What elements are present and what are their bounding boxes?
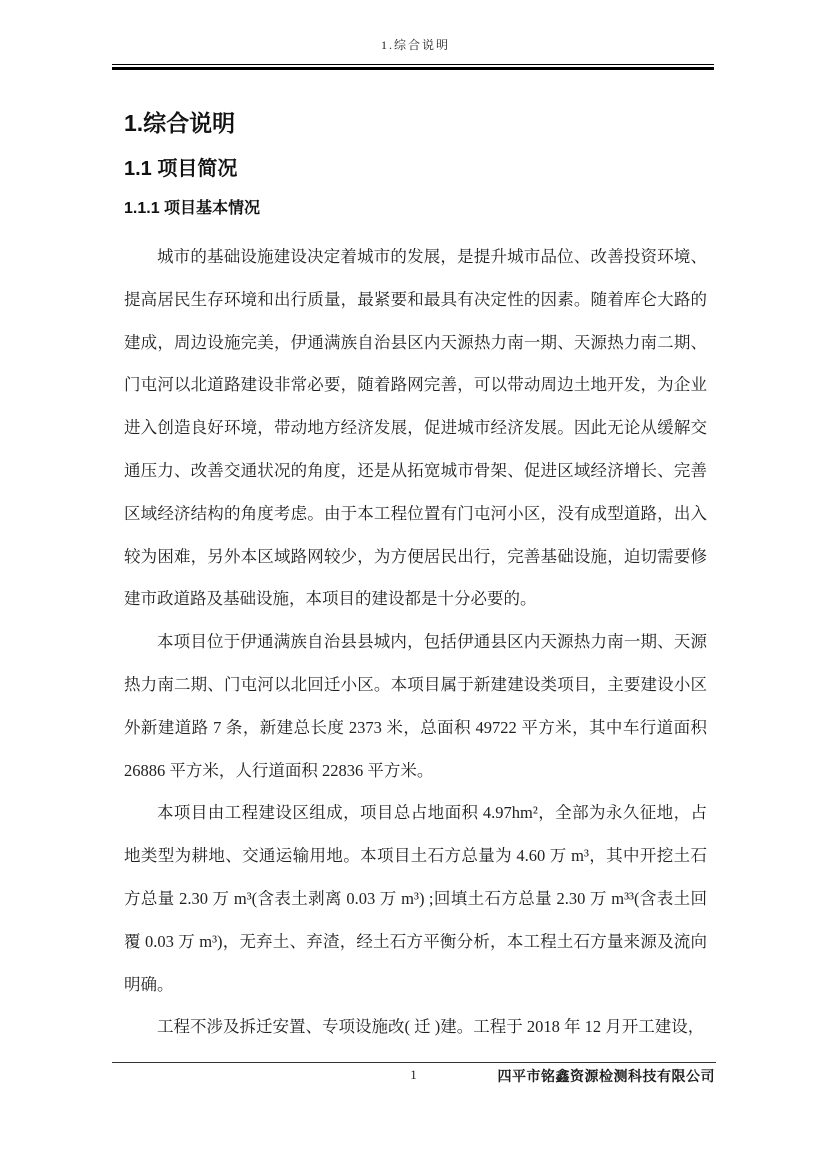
page-number: 1: [410, 1067, 417, 1082]
body-text: [124, 236, 707, 1049]
heading-1: 1.综合说明: [124, 110, 236, 136]
body-paragraph-1: 城市的基础设施建设决定着城市的发展，是提升城市品位、改善投资环境、提高居民生存环境和出行质量，最紧要和最具有决定性的因素。随着库仑大路的建成，周边设施完美，伊通满族自治县区内天源热力南一期、天源热力南二期、门屯河以北道路建设非常必要，随着路网完善，可以带动周边土地开发，为企业进入创造良好环境，带动地方经济发展，促进城市经济发展。因此无论从缓解交通压力、改善交通状况的角度，还是从拓宽城市骨架、促进区域经济增长、完善区域经济结构的角度考虑。由于本工程位置有门屯河小区，没有成型道路，出入较为困难，另外本区域路网较少，为方便居民出行，完善基础设施，迫切需要修建市政道路及基础设施，本项目的建设都是十分必要的。: [124, 247, 707, 609]
body-paragraph-4: 工程不涉及拆迁安置、专项设施改( 迁 )建。工程于 2018 年 12 月开工建设，: [157, 1017, 705, 1037]
running-header: 1.综合说明: [380, 38, 450, 52]
header-rule: [112, 64, 714, 70]
body-paragraph-2: 本项目位于伊通满族自治县县城内，包括伊通县区内天源热力南一期、天源热力南二期、门屯河以北回迁小区。本项目属于新建建设类项目，主要建设小区外新建道路 7 条，新建总长度 2373 米，总面积 49722 平方米，其中车行道面积 26886 平方米，人行道面积 22836 平方米。: [124, 632, 707, 780]
footer-company: 四平市铭鑫资源检测科技有限公司: [497, 1068, 715, 1084]
heading-1-1: 1.1 项目简况: [124, 158, 238, 180]
content-column: [124, 0, 707, 1049]
body-paragraph-3: 本项目由工程建设区组成，项目总占地面积 4.97hm²，全部为永久征地，占地类型为耕地、交通运输用地。本项目土石方总量为 4.60 万 m³，其中开挖土石方总量 2.30 万 m³(含表土剥离 0.03 万 m³) ;回填土石方总量 2.30 万 m³³(含表土回覆 0.03 万 m³)，无弃土、弃渣，经土石方平衡分析，本工程土石方量来源及流向明确。: [124, 803, 707, 994]
footer-rule: [112, 1062, 716, 1063]
heading-1-1-1: 1.1.1 项目基本情况: [124, 200, 261, 217]
